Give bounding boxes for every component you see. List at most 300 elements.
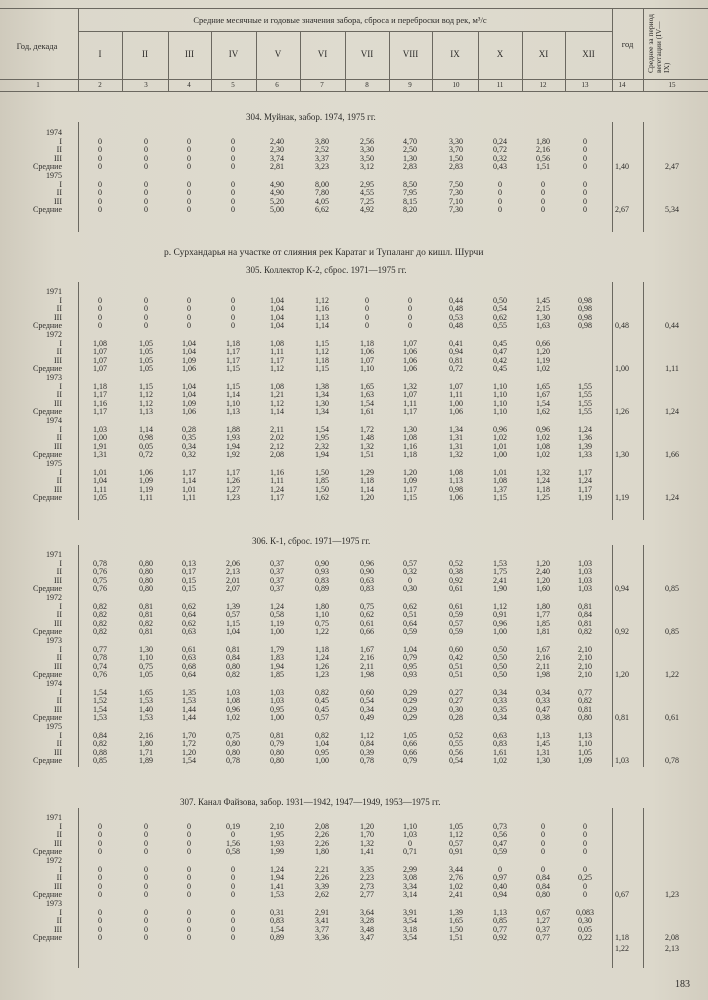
cell-value: 0,96 bbox=[226, 704, 240, 714]
cell-value: 0 bbox=[231, 321, 235, 331]
cell-value: 0,45 bbox=[493, 338, 507, 348]
cell-value: 0 bbox=[498, 188, 502, 198]
cell-value: 1,32 bbox=[449, 450, 463, 460]
cell-value: 0 bbox=[231, 188, 235, 198]
col-month-3: III bbox=[185, 49, 194, 59]
cell-value: 0,58 bbox=[226, 847, 240, 857]
cell-value: 1,08 bbox=[403, 433, 417, 443]
cell-value: 0,82 bbox=[139, 618, 153, 628]
cell-value: 0 bbox=[144, 304, 148, 314]
year-value: 1,26 bbox=[615, 407, 629, 417]
cell-value: 3,47 bbox=[360, 933, 374, 943]
cell-value: 0,37 bbox=[270, 575, 284, 585]
cell-value: 1,04 bbox=[93, 476, 107, 486]
row-label: II bbox=[56, 433, 62, 443]
cell-value: 3,41 bbox=[315, 916, 329, 926]
cell-value: 1,70 bbox=[182, 730, 196, 740]
row-label: I bbox=[59, 558, 62, 568]
row-label: Средние bbox=[33, 364, 62, 374]
cell-value: 1,04 bbox=[182, 381, 196, 391]
cell-value: 0,72 bbox=[139, 450, 153, 460]
cell-value: 1,30 bbox=[536, 312, 550, 322]
cell-value: 0,32 bbox=[182, 450, 196, 460]
cell-value: 0,59 bbox=[493, 847, 507, 857]
cell-value: 1,38 bbox=[315, 381, 329, 391]
cell-value: 1,18 bbox=[93, 381, 107, 391]
cell-value: 0 bbox=[231, 924, 235, 934]
cell-value: 0,42 bbox=[493, 355, 507, 365]
cell-value: 0 bbox=[187, 145, 191, 155]
cell-value: 3,12 bbox=[360, 162, 374, 172]
cell-value: 1,80 bbox=[315, 601, 329, 611]
section-title: 304. Муйнак, забор. 1974, 1975 гг. bbox=[246, 112, 376, 122]
row-label: I bbox=[59, 730, 62, 740]
cell-value: 1,06 bbox=[182, 364, 196, 374]
row-label: II bbox=[56, 304, 62, 314]
cell-value: 1,18 bbox=[315, 644, 329, 654]
cell-value: 1,05 bbox=[139, 355, 153, 365]
cell-value: 1,51 bbox=[360, 450, 374, 460]
cell-value: 0 bbox=[231, 312, 235, 322]
cell-value: 0 bbox=[231, 881, 235, 891]
row-label: Средние bbox=[33, 450, 62, 460]
cell-value: 1,55 bbox=[578, 390, 592, 400]
cell-value: 1,85 bbox=[536, 618, 550, 628]
cell-value: 1,70 bbox=[360, 830, 374, 840]
cell-value: 0,94 bbox=[493, 890, 507, 900]
cell-value: 0,81 bbox=[226, 644, 240, 654]
cell-value: 0 bbox=[144, 162, 148, 172]
cell-value: 1,08 bbox=[536, 441, 550, 451]
cell-value: 0,81 bbox=[139, 627, 153, 637]
cell-value: 1,55 bbox=[578, 407, 592, 417]
cell-value: 0,63 bbox=[493, 730, 507, 740]
cell-value: 0,50 bbox=[493, 670, 507, 680]
cell-value: 0,68 bbox=[182, 661, 196, 671]
cell-value: 1,06 bbox=[403, 364, 417, 374]
cell-value: 1,07 bbox=[360, 355, 374, 365]
cell-value: 1,24 bbox=[270, 484, 284, 494]
cell-value: 3,30 bbox=[449, 136, 463, 146]
cell-value: 0,37 bbox=[536, 924, 550, 934]
cell-value: 1,13 bbox=[139, 407, 153, 417]
cell-value: 1,34 bbox=[315, 390, 329, 400]
row-label: Средние bbox=[33, 933, 62, 943]
cell-value: 1,53 bbox=[270, 890, 284, 900]
col-month-8: VIII bbox=[402, 49, 419, 59]
cell-value: 0 bbox=[187, 838, 191, 848]
cell-value: 0 bbox=[231, 830, 235, 840]
year-value: 0,92 bbox=[615, 627, 629, 637]
col-number: 10 bbox=[452, 81, 460, 89]
cell-value: 0,083 bbox=[576, 907, 594, 917]
cell-value: 0,35 bbox=[182, 433, 196, 443]
cell-value: 1,15 bbox=[139, 381, 153, 391]
cell-value: 1,63 bbox=[536, 321, 550, 331]
cell-value: 1,15 bbox=[493, 493, 507, 503]
cell-value: 1,83 bbox=[270, 653, 284, 663]
row-label: Средние bbox=[33, 493, 62, 503]
cell-value: 0 bbox=[98, 847, 102, 857]
cell-value: 1,51 bbox=[536, 162, 550, 172]
cell-value: 1,09 bbox=[182, 398, 196, 408]
cell-value: 1,23 bbox=[315, 670, 329, 680]
cell-value: 2,76 bbox=[449, 873, 463, 883]
cell-value: 2,02 bbox=[270, 433, 284, 443]
cell-value: 0 bbox=[231, 873, 235, 883]
cell-value: 1,08 bbox=[493, 476, 507, 486]
cell-value: 0 bbox=[187, 847, 191, 857]
cell-value: 0,34 bbox=[536, 687, 550, 697]
cell-value: 1,24 bbox=[536, 476, 550, 486]
cell-value: 1,20 bbox=[536, 558, 550, 568]
cell-value: 0 bbox=[98, 933, 102, 943]
table-header bbox=[0, 8, 708, 92]
cell-value: 0 bbox=[498, 205, 502, 215]
cell-value: 0 bbox=[541, 188, 545, 198]
cell-value: 0,98 bbox=[578, 321, 592, 331]
cell-value: 0,48 bbox=[449, 321, 463, 331]
cell-value: 0,81 bbox=[578, 618, 592, 628]
cell-value: 1,39 bbox=[226, 601, 240, 611]
veg-value: 2,13 bbox=[665, 944, 679, 953]
year-value: 1,40 bbox=[615, 162, 629, 172]
cell-value: 3,74 bbox=[270, 153, 284, 163]
cell-value: 1,18 bbox=[536, 484, 550, 494]
cell-value: 1,21 bbox=[270, 390, 284, 400]
cell-value: 0,56 bbox=[493, 830, 507, 840]
cell-value: 0,76 bbox=[93, 584, 107, 594]
cell-value: 1,14 bbox=[360, 484, 374, 494]
cell-value: 0,43 bbox=[493, 162, 507, 172]
cell-value: 1,44 bbox=[182, 713, 196, 723]
cell-value: 0,76 bbox=[93, 670, 107, 680]
cell-value: 3,37 bbox=[315, 153, 329, 163]
cell-value: 1,00 bbox=[315, 756, 329, 766]
cell-value: 3,50 bbox=[360, 153, 374, 163]
cell-value: 0 bbox=[231, 933, 235, 943]
year-label: 1973 bbox=[46, 899, 62, 908]
cell-value: 1,04 bbox=[182, 338, 196, 348]
cell-value: 0 bbox=[144, 295, 148, 305]
cell-value: 1,08 bbox=[270, 381, 284, 391]
cell-value: 0,74 bbox=[93, 661, 107, 671]
cell-value: 1,80 bbox=[536, 601, 550, 611]
cell-value: 1,06 bbox=[449, 407, 463, 417]
cell-value: 1,17 bbox=[226, 355, 240, 365]
cell-value: 0,50 bbox=[493, 295, 507, 305]
cell-value: 1,93 bbox=[270, 838, 284, 848]
cell-value: 1,10 bbox=[493, 407, 507, 417]
cell-value: 3,08 bbox=[403, 873, 417, 883]
cell-value: 1,29 bbox=[360, 467, 374, 477]
veg-value: 1,24 bbox=[665, 407, 679, 417]
cell-value: 1,54 bbox=[536, 398, 550, 408]
cell-value: 1,41 bbox=[360, 847, 374, 857]
row-label: Средние bbox=[33, 627, 62, 637]
row-label: I bbox=[59, 601, 62, 611]
cell-value: 0,47 bbox=[493, 347, 507, 357]
cell-value: 0 bbox=[98, 188, 102, 198]
row-label: Средние bbox=[33, 584, 62, 594]
cell-value: 2,16 bbox=[360, 653, 374, 663]
cell-value: 1,10 bbox=[226, 398, 240, 408]
section-title: 306. К-1, сброс. 1971—1975 гг. bbox=[252, 536, 371, 546]
cell-value: 1,24 bbox=[270, 601, 284, 611]
cell-value: 0,78 bbox=[93, 558, 107, 568]
cell-value: 1,94 bbox=[226, 441, 240, 451]
cell-value: 1,09 bbox=[403, 476, 417, 486]
cell-value: 1,23 bbox=[226, 493, 240, 503]
col-number: 2 bbox=[98, 81, 102, 89]
cell-value: 1,13 bbox=[536, 730, 550, 740]
cell-value: 0,40 bbox=[493, 881, 507, 891]
cell-value: 2,40 bbox=[536, 567, 550, 577]
cell-value: 1,67 bbox=[360, 644, 374, 654]
cell-value: 0,41 bbox=[449, 338, 463, 348]
cell-value: 0 bbox=[144, 179, 148, 189]
cell-value: 3,36 bbox=[315, 933, 329, 943]
cell-value: 0 bbox=[98, 838, 102, 848]
cell-value: 1,31 bbox=[93, 450, 107, 460]
cell-value: 0 bbox=[98, 864, 102, 874]
cell-value: 1,30 bbox=[139, 644, 153, 654]
cell-value: 1,95 bbox=[270, 830, 284, 840]
cell-value: 4,55 bbox=[360, 188, 374, 198]
cell-value: 8,00 bbox=[315, 179, 329, 189]
row-label: III bbox=[54, 153, 62, 163]
row-label: I bbox=[59, 821, 62, 831]
cell-value: 0,84 bbox=[536, 873, 550, 883]
cell-value: 0,52 bbox=[449, 558, 463, 568]
cell-value: 2,10 bbox=[578, 653, 592, 663]
cell-value: 1,20 bbox=[182, 747, 196, 757]
cell-value: 1,06 bbox=[360, 347, 374, 357]
cell-value: 0 bbox=[583, 890, 587, 900]
row-label: Средние bbox=[33, 670, 62, 680]
cell-value: 0,90 bbox=[315, 558, 329, 568]
cell-value: 2,10 bbox=[578, 661, 592, 671]
cell-value: 2,41 bbox=[449, 890, 463, 900]
cell-value: 0,29 bbox=[403, 687, 417, 697]
cell-value: 7,50 bbox=[449, 179, 463, 189]
cell-value: 0,82 bbox=[315, 687, 329, 697]
cell-value: 1,11 bbox=[139, 493, 153, 503]
cell-value: 0,89 bbox=[270, 933, 284, 943]
cell-value: 0 bbox=[583, 188, 587, 198]
col-god-dekada: Год, декада bbox=[16, 41, 58, 51]
cell-value: 0,80 bbox=[536, 890, 550, 900]
cell-value: 1,05 bbox=[139, 338, 153, 348]
cell-value: 2,26 bbox=[315, 873, 329, 883]
cell-value: 1,03 bbox=[578, 584, 592, 594]
cell-value: 1,08 bbox=[93, 338, 107, 348]
cell-value: 0 bbox=[98, 830, 102, 840]
cell-value: 1,11 bbox=[270, 476, 284, 486]
cell-value: 0 bbox=[231, 196, 235, 206]
cell-value: 1,32 bbox=[360, 441, 374, 451]
col-number: 13 bbox=[581, 81, 589, 89]
cell-value: 0 bbox=[541, 830, 545, 840]
row-label: I bbox=[59, 864, 62, 874]
cell-value: 0,57 bbox=[449, 838, 463, 848]
cell-value: 2,52 bbox=[315, 145, 329, 155]
cell-value: 4,05 bbox=[315, 196, 329, 206]
row-label: II bbox=[56, 653, 62, 663]
cell-value: 1,20 bbox=[360, 821, 374, 831]
cell-value: 0,62 bbox=[403, 601, 417, 611]
col-month-7: VII bbox=[360, 49, 374, 59]
cell-value: 0 bbox=[98, 295, 102, 305]
cell-value: 1,14 bbox=[315, 321, 329, 331]
cell-value: 0,82 bbox=[93, 610, 107, 620]
cell-value: 0,75 bbox=[139, 661, 153, 671]
cell-value: 0,52 bbox=[449, 730, 463, 740]
year-label: 1974 bbox=[46, 416, 62, 425]
year-label: 1972 bbox=[46, 856, 62, 865]
row-label: II bbox=[56, 696, 62, 706]
cell-value: 1,13 bbox=[449, 476, 463, 486]
cell-value: 8,15 bbox=[403, 196, 417, 206]
cell-value: 0 bbox=[187, 864, 191, 874]
cell-value: 0,66 bbox=[536, 338, 550, 348]
row-label: II bbox=[56, 739, 62, 749]
cell-value: 0,60 bbox=[360, 687, 374, 697]
cell-value: 1,65 bbox=[449, 916, 463, 926]
cell-value: 0,15 bbox=[182, 575, 196, 585]
cell-value: 0,39 bbox=[360, 747, 374, 757]
cell-value: 0 bbox=[144, 145, 148, 155]
cell-value: 6,62 bbox=[315, 205, 329, 215]
cell-value: 1,33 bbox=[578, 450, 592, 460]
col-number: 3 bbox=[144, 81, 148, 89]
cell-value: 1,20 bbox=[536, 575, 550, 585]
cell-value: 0,80 bbox=[139, 584, 153, 594]
cell-value: 1,99 bbox=[270, 847, 284, 857]
cell-value: 0 bbox=[187, 188, 191, 198]
cell-value: 0,80 bbox=[139, 558, 153, 568]
cell-value: 2,06 bbox=[226, 558, 240, 568]
cell-value: 1,17 bbox=[182, 467, 196, 477]
cell-value: 0,61 bbox=[449, 584, 463, 594]
year-label: 1974 bbox=[46, 679, 62, 688]
row-label: Средние bbox=[33, 205, 62, 215]
cell-value: 1,12 bbox=[315, 347, 329, 357]
cell-value: 0,80 bbox=[270, 747, 284, 757]
cell-value: 1,54 bbox=[93, 687, 107, 697]
cell-value: 0,45 bbox=[315, 704, 329, 714]
cell-value: 2,73 bbox=[360, 881, 374, 891]
cell-value: 0,98 bbox=[449, 484, 463, 494]
cell-value: 1,95 bbox=[315, 433, 329, 443]
cell-value: 1,10 bbox=[139, 653, 153, 663]
year-label: 1971 bbox=[46, 287, 62, 296]
cell-value: 1,14 bbox=[270, 407, 284, 417]
cell-value: 0 bbox=[98, 145, 102, 155]
cell-value: 7,95 bbox=[403, 188, 417, 198]
cell-value: 1,98 bbox=[536, 670, 550, 680]
cell-value: 1,62 bbox=[536, 407, 550, 417]
cell-value: 0,63 bbox=[182, 627, 196, 637]
cell-value: 0,32 bbox=[493, 153, 507, 163]
row-label: II bbox=[56, 873, 62, 883]
cell-value: 1,03 bbox=[578, 558, 592, 568]
cell-value: 1,02 bbox=[536, 364, 550, 374]
cell-value: 1,07 bbox=[93, 364, 107, 374]
cell-value: 0 bbox=[583, 179, 587, 189]
cell-value: 2,26 bbox=[315, 830, 329, 840]
cell-value: 1,65 bbox=[139, 687, 153, 697]
cell-value: 1,36 bbox=[578, 433, 592, 443]
cell-value: 1,02 bbox=[493, 433, 507, 443]
cell-value: 0 bbox=[144, 136, 148, 146]
cell-value: 0,75 bbox=[360, 601, 374, 611]
cell-value: 4,90 bbox=[270, 188, 284, 198]
year-value: 1,22 bbox=[615, 944, 629, 953]
cell-value: 0,80 bbox=[270, 756, 284, 766]
cell-value: 0 bbox=[408, 295, 412, 305]
cell-value: 0,72 bbox=[449, 364, 463, 374]
cell-value: 0 bbox=[144, 916, 148, 926]
year-label: 1975 bbox=[46, 722, 62, 731]
veg-value: 1,11 bbox=[665, 364, 679, 374]
cell-value: 0 bbox=[98, 136, 102, 146]
cell-value: 0,84 bbox=[93, 730, 107, 740]
cell-value: 1,34 bbox=[315, 407, 329, 417]
cell-value: 1,48 bbox=[360, 433, 374, 443]
cell-value: 0 bbox=[187, 881, 191, 891]
year-value: 1,03 bbox=[615, 756, 629, 766]
cell-value: 1,63 bbox=[360, 390, 374, 400]
cell-value: 1,40 bbox=[139, 704, 153, 714]
cell-value: 3,34 bbox=[403, 881, 417, 891]
col-number: 9 bbox=[408, 81, 412, 89]
cell-value: 0,82 bbox=[226, 670, 240, 680]
cell-value: 0,27 bbox=[449, 687, 463, 697]
cell-value: 0,84 bbox=[226, 653, 240, 663]
col-month-12: XII bbox=[582, 49, 595, 59]
cell-value: 2,13 bbox=[226, 567, 240, 577]
cell-value: 1,00 bbox=[493, 627, 507, 637]
cell-value: 1,14 bbox=[226, 390, 240, 400]
cell-value: 1,94 bbox=[270, 873, 284, 883]
cell-value: 1,67 bbox=[536, 390, 550, 400]
cell-value: 1,53 bbox=[139, 713, 153, 723]
cell-value: 0,60 bbox=[449, 644, 463, 654]
cell-value: 0,61 bbox=[182, 644, 196, 654]
cell-value: 0,50 bbox=[493, 653, 507, 663]
cell-value: 0 bbox=[541, 179, 545, 189]
cell-value: 1,94 bbox=[315, 450, 329, 460]
row-label: III bbox=[54, 924, 62, 934]
col-month-6: VI bbox=[317, 49, 328, 59]
veg-value: 0,85 bbox=[665, 627, 679, 637]
cell-value: 0,55 bbox=[449, 739, 463, 749]
cell-value: 1,19 bbox=[270, 618, 284, 628]
cell-value: 0,81 bbox=[139, 601, 153, 611]
cell-value: 0 bbox=[231, 864, 235, 874]
row-label: III bbox=[54, 484, 62, 494]
cell-value: 2,99 bbox=[403, 864, 417, 874]
cell-value: 1,00 bbox=[270, 627, 284, 637]
cell-value: 2,81 bbox=[270, 162, 284, 172]
row-label: I bbox=[59, 295, 62, 305]
cell-value: 0 bbox=[144, 838, 148, 848]
cell-value: 0,80 bbox=[226, 739, 240, 749]
row-label: II bbox=[56, 476, 62, 486]
year-label: 1975 bbox=[46, 459, 62, 468]
cell-value: 0,79 bbox=[403, 653, 417, 663]
